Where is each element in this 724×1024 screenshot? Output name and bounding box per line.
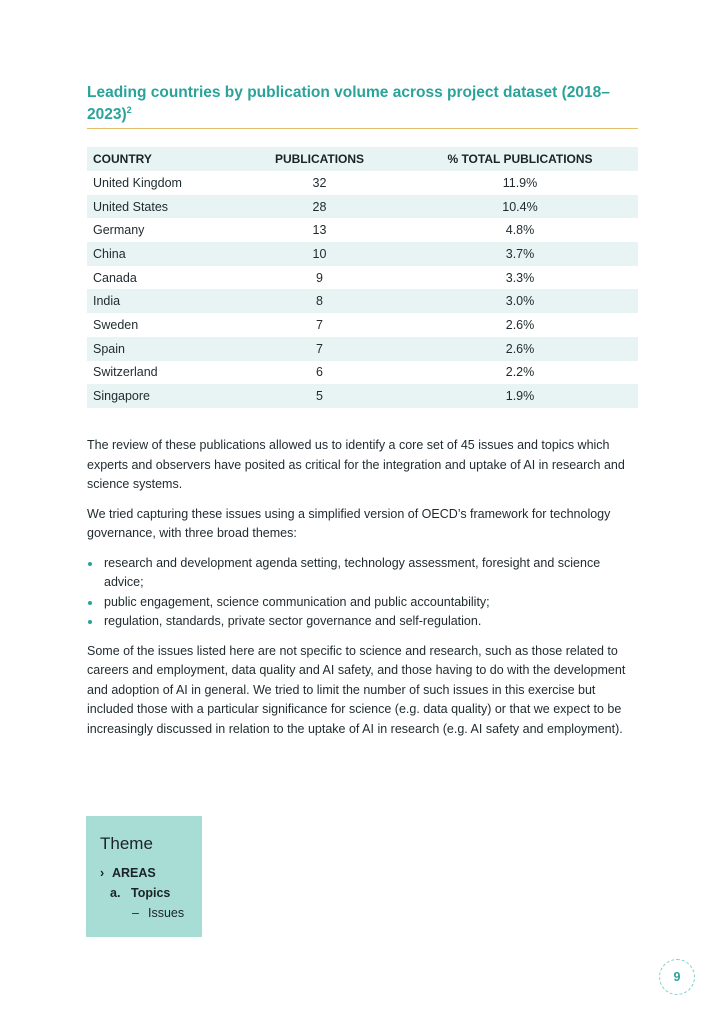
percent-cell: 3.3% [505,270,535,285]
footnote-ref: 2 [126,104,132,115]
country-cell: United Kingdom [93,175,182,190]
table-row [87,266,638,290]
percent-cell: 2.6% [505,317,535,332]
table-title-text: Leading countries by publication volume across project dataset (2018–2023) [87,84,610,123]
legend-topics-label: Topics [131,886,171,900]
percent-cell: 10.4% [402,195,638,219]
chevron-right-icon: › [100,866,105,880]
percent-cell: 11.9% [502,175,538,190]
table-row [87,337,638,361]
list-item-text: regulation, standards, private sector governance and self-regulation. [104,614,482,628]
country-cell: Singapore [87,384,237,408]
list-item [87,593,642,613]
percent-cell: 2.2% [505,365,535,380]
table-row [87,313,638,337]
body-text [87,436,642,749]
header-percent-total: % TOTAL PUBLICATIONS [402,147,638,171]
page-number: 9 [659,959,695,995]
publications-cell: 10 [237,242,402,266]
legend-areas-label: AREAS [112,866,156,880]
table-row [87,242,638,266]
list-item-text: public engagement, science communication and public accountability; [104,594,490,609]
list-item [87,612,642,632]
country-cell: Switzerland [93,365,158,380]
publications-cell: 7 [316,317,323,332]
theme-title: Theme [100,834,153,853]
table-row [87,218,638,242]
table-row [87,171,638,195]
legend-issues [132,906,184,920]
publications-cell: 13 [312,223,327,238]
table-row [87,361,638,385]
paragraph-review: The review of these publications allowed us to identify a core set of 45 issues and topics which experts and observers have posited as critical for the integration and uptake of AI in research and science systems. [87,438,625,491]
percent-cell: 1.9% [402,384,638,408]
legend-areas [100,866,156,880]
topics-marker: a. [110,886,121,900]
paragraph-framework: We tried capturing these issues using a simplified version of OECD’s framework for technology governance, with three broad themes: [87,506,611,540]
percent-cell: 4.8% [505,223,535,238]
table-row [87,384,638,408]
publications-cell: 6 [316,365,323,380]
publications-cell: 8 [237,289,402,313]
publications-cell: 32 [312,175,327,190]
publications-cell: 7 [237,337,402,361]
publications-cell: 5 [237,384,402,408]
percent-cell: 3.7% [402,242,638,266]
title-divider [87,128,638,129]
table-title [87,82,647,126]
dash-icon: – [132,906,139,920]
header-publications: PUBLICATIONS [237,147,402,171]
countries-table [87,147,638,408]
publications-cell: 9 [316,270,323,285]
header-country: COUNTRY [87,147,237,171]
percent-cell: 3.0% [402,289,638,313]
table-row [87,195,638,219]
country-cell: Germany [93,223,145,238]
list-item [87,554,642,593]
themes-list [87,554,642,632]
country-cell: Sweden [93,317,139,332]
paragraph-scope: Some of the issues listed here are not specific to science and research, such as those related to careers and employment, data quality and AI safety, and those having to do with the development and adoption of AI in general. We tried to limit the number of such issues in this exercise but included those with a particular significance for science (e.g. data quality) or that we expect to be increasingly discussed in relation to the uptake of AI in research (e.g. AI safety and employment). [87,643,626,736]
table-header-row [87,147,638,171]
legend-issues-label: Issues [148,906,185,920]
country-cell: Canada [93,270,137,285]
bullet-dot-icon [88,620,92,624]
bullet-dot-icon [88,562,92,566]
bullet-dot-icon [88,601,92,605]
list-item-text: research and development agenda setting, technology assessment, foresight and science advice; [104,555,601,589]
percent-cell: 2.6% [402,337,638,361]
publications-cell: 28 [237,195,402,219]
legend-topics [110,886,170,900]
country-cell: United States [87,195,237,219]
table-row [87,289,638,313]
theme-legend-box [86,816,202,937]
country-cell: India [87,289,237,313]
country-cell: China [87,242,237,266]
country-cell: Spain [87,337,237,361]
